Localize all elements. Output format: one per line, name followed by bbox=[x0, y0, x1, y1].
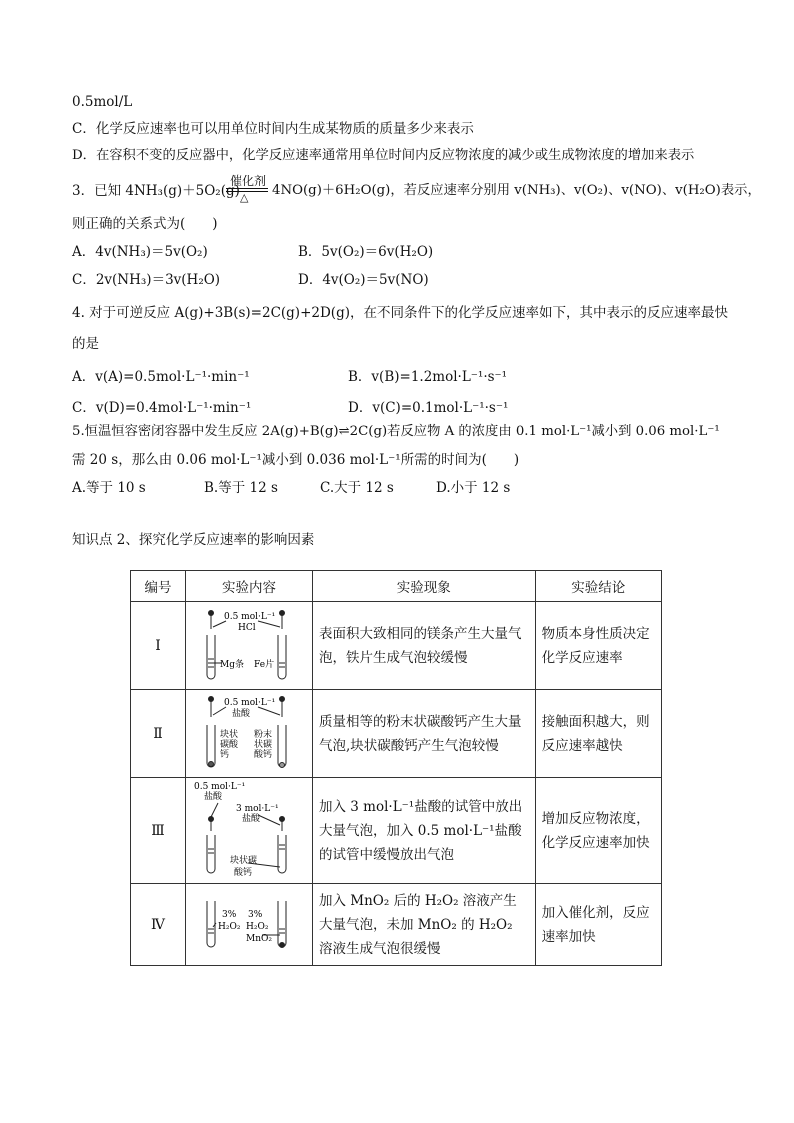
section-heading: 知识点 2、探究化学反应速率的影响因素 bbox=[72, 532, 315, 548]
acid-label: 盐酸 bbox=[203, 791, 222, 802]
q5-stem: 5.恒温恒容密闭容器中发生反应 2A(g)+B(g)⇌2C(g)若反应物 A 的浓度由 0.1 mol·L⁻¹减小到 0.06 mol·L⁻¹ bbox=[72, 424, 720, 439]
conclusion-cell: 加入催化剂，反应速率加快 bbox=[535, 884, 661, 966]
row-number: Ⅰ bbox=[131, 602, 186, 690]
acid-label: 盐酸 bbox=[241, 813, 260, 824]
q4-option-d: D．v(C)=0.1mol·L⁻¹·s⁻¹ bbox=[348, 400, 509, 416]
table-header-row bbox=[131, 571, 662, 602]
powder-label: 状碳 bbox=[253, 739, 272, 750]
concentration-label: 0.5 mol·L⁻¹ bbox=[193, 781, 246, 792]
q3-equation-left: 3．已知 4NH₃(g)＋5O₂(g) bbox=[72, 183, 240, 199]
q3-option-d: D．4v(O₂)＝5v(NO) bbox=[298, 272, 429, 288]
experiment-diagram bbox=[185, 778, 312, 884]
concentration-label: 3% bbox=[221, 909, 237, 920]
header-num: 编号 bbox=[131, 571, 186, 602]
observation-cell: 加入 3 mol·L⁻¹盐酸的试管中放出大量气泡，加入 0.5 mol·L⁻¹盐酸的试管中缓慢放出气泡 bbox=[312, 778, 535, 884]
observation-cell: 加入 MnO₂ 后的 H₂O₂ 溶液产生大量气泡，未加 MnO₂ 的 H₂O₂ 溶液生成气泡很缓慢 bbox=[312, 884, 535, 966]
row-number: Ⅳ bbox=[131, 884, 186, 966]
q4-option-b: B．v(B)=1.2mol·L⁻¹·s⁻¹ bbox=[348, 369, 508, 385]
solid-label: 碳酸 bbox=[219, 739, 238, 750]
header-phenomenon: 实验现象 bbox=[312, 571, 535, 602]
table-row bbox=[131, 690, 662, 778]
q3-option-c: C．2v(NH₃)＝3v(H₂O) bbox=[72, 272, 221, 288]
row-number: Ⅲ bbox=[131, 778, 186, 884]
acid-label: HCl bbox=[237, 622, 256, 633]
test-tube-diagram bbox=[186, 691, 312, 777]
q3-question: 则正确的关系式为( ) bbox=[72, 216, 218, 232]
q3-option-a: A．4v(NH₃)＝5v(O₂) bbox=[72, 244, 208, 260]
row-number: Ⅱ bbox=[131, 690, 186, 778]
q3-equation-right: 4NO(g)＋6H₂O(g)，若反应速率分别用 v(NH₃)、v(O₂)、v(NO)、v(H₂O)表示， bbox=[272, 183, 761, 198]
catalyst-label: MnO₂ bbox=[245, 933, 272, 944]
q3-option-b: B．5v(O₂)＝6v(H₂O) bbox=[298, 244, 434, 260]
acid-label: 盐酸 bbox=[231, 708, 250, 719]
experiment-diagram bbox=[185, 602, 312, 690]
q5-option-c: C.大于 12 s bbox=[320, 480, 394, 496]
experiment-diagram bbox=[185, 884, 312, 966]
q5-option-d: D.小于 12 s bbox=[436, 480, 511, 496]
powder-label: 酸钙 bbox=[253, 749, 272, 760]
q5-option-a: A.等于 10 s bbox=[72, 480, 146, 496]
observation-cell: 表面积大致相同的镁条产生大量气泡，铁片生成气泡较缓慢 bbox=[312, 602, 535, 690]
experiment-diagram bbox=[185, 690, 312, 778]
table-row bbox=[131, 602, 662, 690]
conclusion-cell: 接触面积越大，则反应速率越快 bbox=[535, 690, 661, 778]
q4-option-c: C．v(D)=0.4mol·L⁻¹·min⁻¹ bbox=[72, 400, 252, 416]
concentration-label: 3 mol·L⁻¹ bbox=[235, 803, 279, 814]
concentration-label: 0.5 mol·L⁻¹ bbox=[223, 611, 276, 622]
powder-label: 粉末 bbox=[253, 729, 272, 740]
text-line: 0.5mol/L bbox=[72, 94, 133, 110]
q4-stem-cont: 的是 bbox=[72, 336, 99, 352]
solid-label: 块状碳 bbox=[229, 855, 257, 866]
option-d-line: D．在容积不变的反应器中，化学反应速率通常用单位时间内反应物浓度的减少或生成物浓度的增加来表示 bbox=[72, 148, 695, 163]
q3-heat-symbol: △ bbox=[240, 191, 249, 204]
experiment-table bbox=[130, 570, 662, 966]
header-content: 实验内容 bbox=[185, 571, 312, 602]
option-c-line: C．化学反应速率也可以用单位时间内生成某物质的质量多少来表示 bbox=[72, 121, 474, 137]
solid-label: 钙 bbox=[219, 749, 229, 760]
concentration-label: 3% bbox=[247, 909, 263, 920]
table-row bbox=[131, 884, 662, 966]
observation-cell: 质量相等的粉末状碳酸钙产生大量气泡,块状碳酸钙产生气泡较慢 bbox=[312, 690, 535, 778]
q3-catalyst-label: 催化剂 bbox=[230, 174, 267, 188]
conclusion-cell: 增加反应物浓度，化学反应速率加快 bbox=[535, 778, 661, 884]
solid-label: 块状 bbox=[219, 729, 238, 740]
table-row bbox=[131, 778, 662, 884]
reagent-label: H₂O₂ bbox=[245, 921, 269, 932]
reagent-label: H₂O₂ bbox=[217, 921, 241, 932]
conclusion-cell: 物质本身性质决定化学反应速率 bbox=[535, 602, 661, 690]
solid-label: 酸钙 bbox=[233, 867, 252, 878]
q5-stem-cont: 需 20 s，那么由 0.06 mol·L⁻¹减小到 0.036 mol·L⁻¹所需的时间为( ) bbox=[72, 452, 520, 468]
test-tube-diagram bbox=[186, 885, 312, 965]
test-tube-diagram bbox=[186, 779, 312, 883]
header-conclusion: 实验结论 bbox=[535, 571, 661, 602]
metal-label-right: Fe片 bbox=[253, 659, 275, 670]
q4-option-a: A．v(A)=0.5mol·L⁻¹·min⁻¹ bbox=[72, 369, 250, 385]
concentration-label: 0.5 mol·L⁻¹ bbox=[223, 697, 276, 708]
q5-option-b: B.等于 12 s bbox=[204, 480, 278, 496]
metal-label-left: Mg条 bbox=[219, 659, 244, 670]
q4-stem: 4. 对于可逆反应 A(g)+3B(s)=2C(g)+2D(g)，在不同条件下的化学反应速率如下，其中表示的反应速率最快 bbox=[72, 305, 728, 321]
test-tube-diagram bbox=[186, 603, 312, 689]
